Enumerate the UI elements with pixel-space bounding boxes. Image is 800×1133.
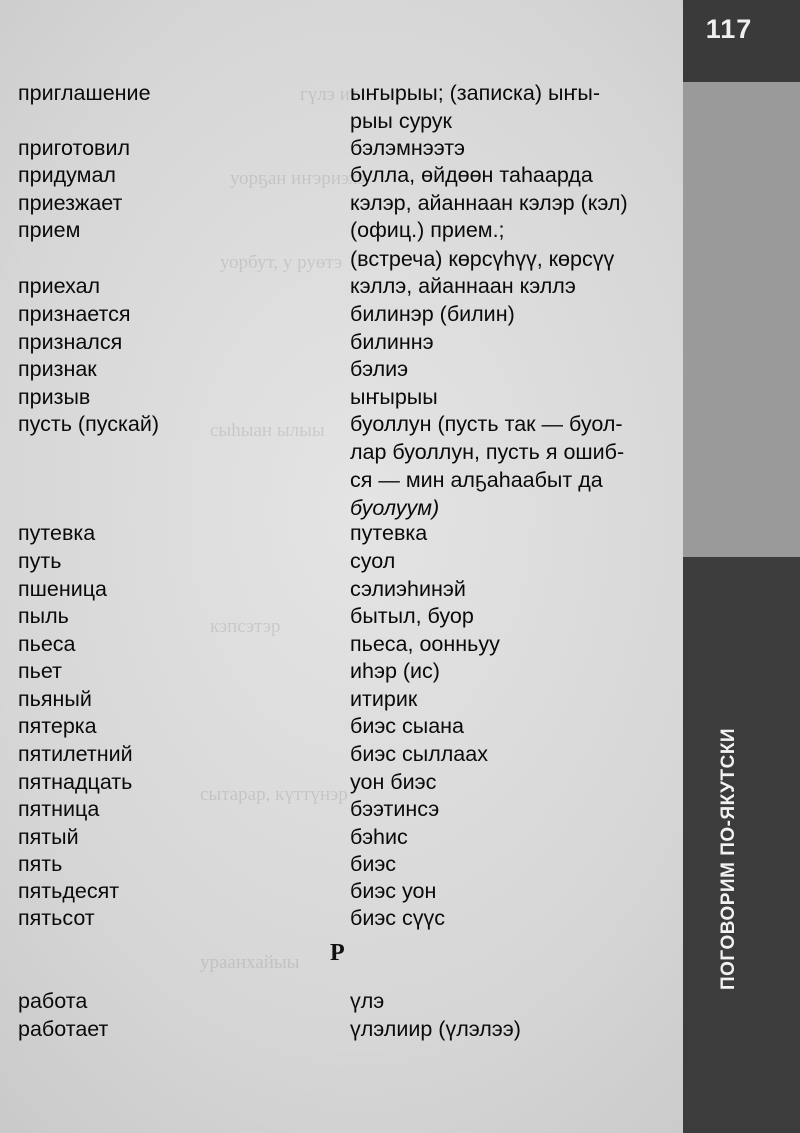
yakut-translation: үлэлиир (үлэлээ)	[350, 1017, 521, 1041]
yakut-translation: иһэр (ис)	[350, 659, 440, 683]
yakut-translation: биэс сыллаах	[350, 742, 488, 766]
yakut-translation: билиннэ	[350, 330, 434, 354]
page-number: 117	[705, 14, 753, 44]
yakut-translation: путевка	[350, 521, 428, 545]
yakut-translation: бытыл, буор	[350, 604, 474, 628]
section-tab	[683, 557, 800, 1133]
yakut-translation: булла, өйдөөн таһаарда	[350, 163, 593, 187]
russian-word: пять	[18, 852, 63, 876]
yakut-translation: бээтинсэ	[350, 797, 440, 821]
russian-word: приехал	[18, 274, 101, 298]
russian-word: придумал	[18, 163, 116, 187]
russian-word: работает	[18, 1017, 109, 1041]
russian-word: призыв	[18, 385, 91, 409]
yakut-translation: ыҥырыы; (записка) ыҥы-	[350, 81, 600, 105]
russian-word: пьет	[18, 659, 62, 683]
russian-word: пятнадцать	[18, 770, 133, 794]
yakut-translation: сэлиэһинэй	[350, 577, 466, 601]
yakut-translation: кэллэ, айаннаан кэллэ	[350, 274, 576, 298]
russian-word: работа	[18, 989, 88, 1013]
yakut-translation: суол	[350, 549, 396, 573]
russian-word: пьяный	[18, 687, 92, 711]
russian-word: признался	[18, 330, 123, 354]
yakut-translation: биэс	[350, 852, 397, 876]
yakut-translation: лар буоллун, пусть я ошиб-	[350, 440, 625, 464]
russian-word: пятый	[18, 825, 79, 849]
yakut-translation: ыҥырыы	[350, 385, 438, 409]
russian-word: пшеница	[18, 577, 108, 601]
yakut-translation: билинэр (билин)	[350, 302, 515, 326]
yakut-translation: пьеса, оонньуу	[350, 632, 500, 656]
yakut-translation: уон биэс	[350, 770, 437, 794]
yakut-translation: биэс уон	[350, 879, 437, 903]
russian-word: пятерка	[18, 714, 97, 738]
russian-word: путь	[18, 549, 62, 573]
yakut-translation: биэс сүүс	[350, 906, 446, 930]
russian-word: пятница	[18, 797, 100, 821]
russian-word: пыль	[18, 604, 69, 628]
russian-word: приезжает	[18, 191, 123, 215]
yakut-translation: ся — мин алҕаһаабыт да	[350, 468, 603, 492]
section-title: ПОГОВОРИМ ПО-ЯКУТСКИ	[718, 727, 739, 990]
russian-word: пьеса	[18, 632, 76, 656]
russian-word: пятьдесят	[18, 879, 120, 903]
yakut-translation: итирик	[350, 687, 418, 711]
russian-word: путевка	[18, 521, 96, 545]
section-letter-heading: Р	[330, 940, 345, 966]
russian-word: прием	[18, 218, 81, 242]
yakut-translation: үлэ	[350, 989, 385, 1013]
yakut-translation: бэһис	[350, 825, 408, 849]
yakut-translation: бэлиэ	[350, 357, 409, 381]
russian-word: приглашение	[18, 81, 151, 105]
yakut-translation: (офиц.) прием.;	[350, 218, 505, 242]
yakut-translation: кэлэр, айаннаан кэлэр (кэл)	[350, 191, 628, 215]
russian-word: приготовил	[18, 136, 131, 160]
yakut-translation: биэс сыана	[350, 714, 465, 738]
yakut-translation: (встреча) көрсүһүү, көрсүү	[350, 247, 615, 271]
russian-word: признак	[18, 357, 97, 381]
yakut-translation: буоллун (пусть так — буол-	[350, 412, 623, 436]
russian-word: пятилетний	[18, 742, 133, 766]
yakut-translation: рыы сурук	[350, 109, 452, 133]
russian-word: пятьсот	[18, 906, 95, 930]
yakut-translation: буолуум)	[350, 496, 440, 520]
yakut-translation: бэлэмнээтэ	[350, 136, 466, 160]
russian-word: пусть (пускай)	[18, 412, 159, 436]
russian-word: признается	[18, 302, 131, 326]
